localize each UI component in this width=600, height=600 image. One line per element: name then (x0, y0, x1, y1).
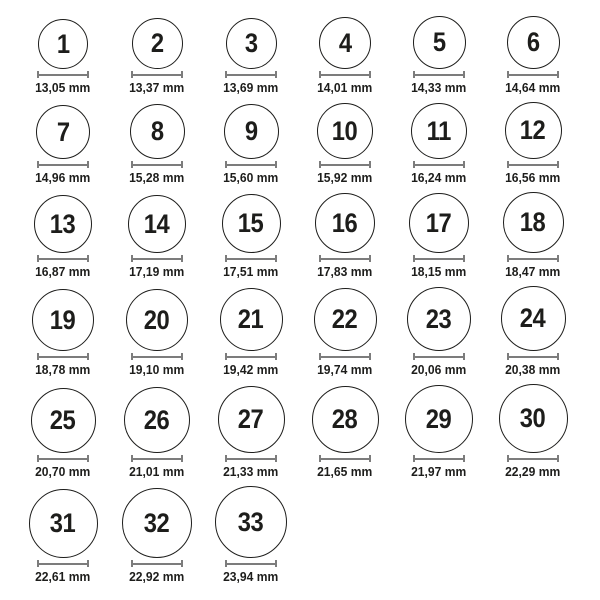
ring-size-item (110, 104, 204, 184)
ring-circle (126, 289, 188, 351)
diameter-measure-line (131, 353, 183, 360)
diameter-label: 14,33 mm (411, 80, 467, 95)
ring-circle (499, 384, 568, 453)
ring-size-item (110, 289, 204, 376)
diameter-label: 22,92 mm (129, 569, 185, 584)
ring-size-item (110, 18, 204, 94)
ring-size-number: 3 (244, 28, 258, 58)
ring-size-item (486, 384, 580, 478)
ring-size-number: 15 (238, 208, 264, 238)
ring-size-item (486, 192, 580, 278)
ring-circle (215, 486, 287, 558)
diameter-measure-line (507, 353, 559, 360)
diameter-label: 21,33 mm (223, 464, 279, 479)
ring-size-item (16, 289, 110, 376)
diameter-label: 13,37 mm (129, 80, 185, 95)
ring-size-item (486, 286, 580, 376)
diameter-label: 23,94 mm (223, 569, 279, 584)
diameter-measure-line (225, 255, 277, 262)
diameter-label: 16,56 mm (505, 170, 561, 185)
ring-size-item (204, 386, 298, 478)
ring-size-number: 25 (50, 405, 76, 435)
ring-size-number: 13 (50, 208, 76, 239)
ring-size-number: 12 (520, 115, 546, 145)
diameter-label: 17,19 mm (129, 264, 185, 279)
ring-size-item (486, 16, 580, 94)
ring-circle (36, 105, 90, 159)
ring-size-number: 22 (332, 304, 358, 334)
diameter-measure-line (413, 71, 465, 78)
ring-circle (407, 287, 471, 351)
ring-circle (409, 193, 469, 253)
ring-size-number: 14 (144, 208, 170, 239)
ring-circle (38, 19, 88, 69)
ring-size-number: 21 (238, 304, 264, 334)
diameter-measure-line (225, 71, 277, 78)
diameter-measure-line (37, 560, 89, 567)
diameter-measure-line (131, 455, 183, 462)
ring-size-number: 8 (150, 116, 164, 146)
diameter-measure-line (319, 455, 371, 462)
ring-size-number: 33 (238, 506, 264, 537)
ring-size-item (16, 195, 110, 278)
ring-circle (314, 288, 377, 351)
chart-row (0, 102, 600, 184)
ring-circle (319, 17, 371, 69)
diameter-label: 19,74 mm (317, 362, 373, 377)
chart-row (0, 16, 600, 94)
ring-size-item (298, 288, 392, 376)
ring-circle (220, 288, 283, 351)
ring-size-item (392, 16, 486, 94)
diameter-measure-line (131, 255, 183, 262)
diameter-measure-line (507, 161, 559, 168)
ring-size-item (204, 486, 298, 583)
diameter-label: 22,29 mm (505, 464, 561, 479)
ring-size-number: 1 (56, 28, 70, 59)
ring-size-number: 32 (144, 507, 170, 538)
diameter-measure-line (319, 255, 371, 262)
ring-circle (224, 104, 279, 159)
ring-size-number: 4 (338, 27, 352, 58)
diameter-measure-line (413, 353, 465, 360)
diameter-label: 16,87 mm (35, 264, 91, 279)
ring-size-item (16, 489, 110, 583)
ring-size-item (204, 194, 298, 278)
ring-size-item (16, 19, 110, 94)
ring-size-item (298, 386, 392, 478)
ring-circle (226, 18, 277, 69)
ring-circle (34, 195, 92, 253)
chart-row (0, 384, 600, 478)
ring-circle (503, 192, 564, 253)
ring-circle (218, 386, 285, 453)
ring-size-item (204, 104, 298, 184)
ring-size-number: 23 (426, 303, 452, 334)
ring-size-item (110, 488, 204, 583)
diameter-label: 20,70 mm (35, 464, 91, 479)
diameter-label: 15,60 mm (223, 170, 279, 185)
diameter-label: 16,24 mm (411, 170, 467, 185)
ring-circle (312, 386, 379, 453)
ring-size-number: 5 (432, 27, 446, 57)
diameter-measure-line (319, 353, 371, 360)
ring-size-number: 27 (238, 404, 264, 434)
ring-size-number: 24 (520, 303, 546, 333)
ring-circle (315, 193, 375, 253)
ring-circle (317, 103, 373, 159)
ring-circle (505, 102, 562, 159)
ring-circle (413, 16, 466, 69)
ring-size-number: 6 (526, 27, 540, 57)
chart-row (0, 286, 600, 376)
diameter-label: 19,10 mm (129, 362, 185, 377)
ring-circle (128, 195, 186, 253)
diameter-label: 14,64 mm (505, 80, 561, 95)
ring-size-item (298, 17, 392, 94)
diameter-label: 18,78 mm (35, 362, 91, 377)
diameter-measure-line (413, 455, 465, 462)
diameter-measure-line (507, 455, 559, 462)
ring-size-item (204, 288, 298, 376)
diameter-measure-line (37, 455, 89, 462)
diameter-measure-line (225, 161, 277, 168)
ring-circle (122, 488, 192, 558)
diameter-label: 15,28 mm (129, 170, 185, 185)
ring-circle (130, 104, 185, 159)
diameter-label: 14,96 mm (35, 170, 91, 185)
diameter-measure-line (37, 161, 89, 168)
diameter-measure-line (225, 353, 277, 360)
diameter-label: 18,47 mm (505, 264, 561, 279)
ring-size-item (110, 387, 204, 478)
diameter-measure-line (413, 255, 465, 262)
ring-circle (132, 18, 183, 69)
ring-size-item (298, 103, 392, 184)
diameter-measure-line (319, 71, 371, 78)
ring-size-number: 9 (244, 116, 258, 146)
ring-size-number: 20 (144, 304, 170, 335)
ring-size-number: 18 (520, 207, 546, 237)
diameter-label: 17,83 mm (317, 264, 373, 279)
ring-size-number: 10 (332, 115, 358, 146)
ring-size-number: 30 (520, 403, 546, 433)
diameter-measure-line (37, 353, 89, 360)
ring-size-number: 17 (426, 207, 452, 238)
ring-circle (507, 16, 560, 69)
diameter-measure-line (131, 71, 183, 78)
diameter-label: 15,92 mm (317, 170, 373, 185)
ring-circle (124, 387, 190, 453)
diameter-label: 21,65 mm (317, 464, 373, 479)
diameter-measure-line (225, 455, 277, 462)
ring-size-item (392, 103, 486, 184)
ring-size-number: 26 (144, 404, 170, 435)
diameter-measure-line (131, 560, 183, 567)
ring-size-item (298, 193, 392, 278)
diameter-label: 19,42 mm (223, 362, 279, 377)
ring-size-item (392, 287, 486, 376)
diameter-label: 22,61 mm (35, 569, 91, 584)
diameter-measure-line (37, 71, 89, 78)
ring-size-item (204, 18, 298, 94)
ring-circle (32, 289, 94, 351)
diameter-label: 20,06 mm (411, 362, 467, 377)
ring-size-number: 7 (56, 116, 70, 147)
ring-size-number: 2 (150, 28, 164, 58)
diameter-measure-line (37, 255, 89, 262)
ring-size-item (486, 102, 580, 184)
ring-circle (411, 103, 467, 159)
ring-circle (501, 286, 566, 351)
ring-size-item (16, 105, 110, 184)
ring-size-item (392, 193, 486, 278)
ring-size-number: 19 (50, 304, 76, 335)
diameter-measure-line (131, 161, 183, 168)
ring-circle (31, 388, 96, 453)
diameter-label: 18,15 mm (411, 264, 467, 279)
ring-circle (29, 489, 98, 558)
diameter-label: 13,05 mm (35, 80, 91, 95)
diameter-label: 21,01 mm (129, 464, 185, 479)
diameter-label: 14,01 mm (317, 80, 373, 95)
diameter-label: 20,38 mm (505, 362, 561, 377)
ring-size-number: 11 (426, 115, 452, 146)
ring-size-number: 16 (332, 207, 358, 238)
chart-row (0, 192, 600, 278)
ring-size-number: 29 (426, 403, 452, 434)
diameter-label: 13,69 mm (223, 80, 279, 95)
diameter-label: 17,51 mm (223, 264, 279, 279)
ring-size-item (110, 195, 204, 278)
ring-circle (405, 385, 473, 453)
diameter-measure-line (413, 161, 465, 168)
ring-size-number: 31 (50, 508, 76, 538)
diameter-label: 21,97 mm (411, 464, 467, 479)
diameter-measure-line (319, 161, 371, 168)
diameter-measure-line (507, 71, 559, 78)
ring-size-number: 28 (332, 404, 358, 434)
ring-size-item (16, 388, 110, 478)
ring-circle (222, 194, 281, 253)
diameter-measure-line (225, 560, 277, 567)
diameter-measure-line (507, 255, 559, 262)
chart-row (0, 486, 600, 583)
ring-size-item (392, 385, 486, 478)
